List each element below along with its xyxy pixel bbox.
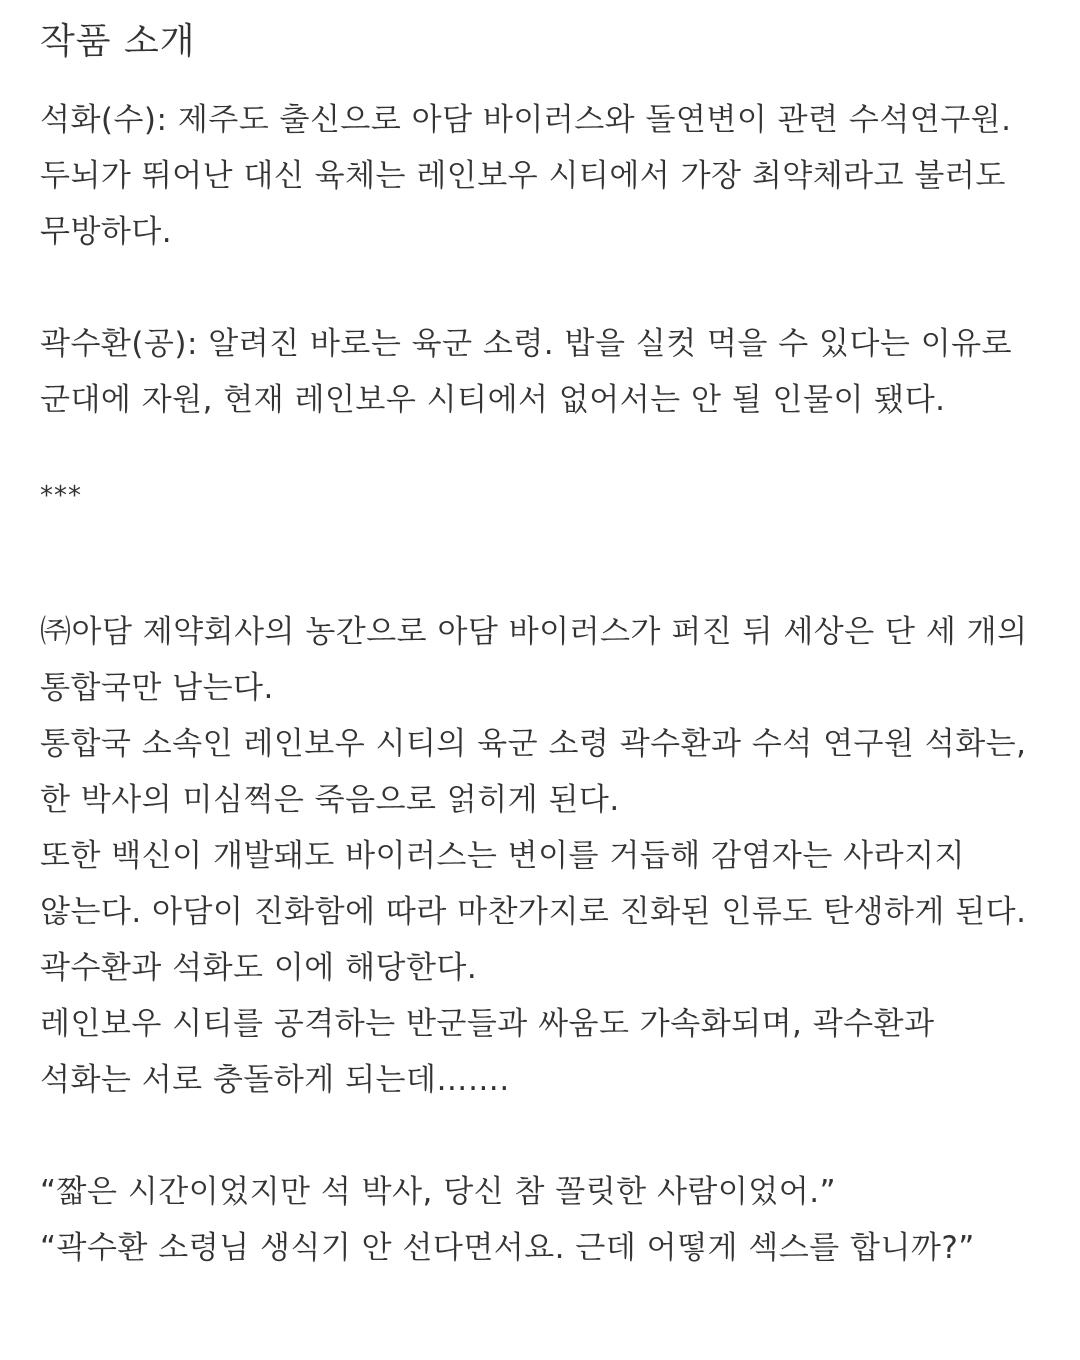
synopsis-line: 한 박사의 미심쩍은 죽음으로 얽히게 된다. <box>40 782 620 818</box>
spacer <box>40 428 1040 468</box>
spacer <box>40 1108 1040 1164</box>
character-line: 곽수환(공): 알려진 바로는 육군 소령. 밥을 실컷 먹을 수 있다는 이유로 <box>40 326 1013 362</box>
character-line: 두뇌가 뛰어난 대신 육체는 레인보우 시티에서 가장 최약체라고 불러도 <box>40 158 1006 194</box>
synopsis-line: 석화는 서로 충돌하게 되는데……. <box>40 1062 510 1098</box>
section-separator: *** <box>40 481 82 511</box>
section-title: 작품 소개 <box>40 21 196 62</box>
quotes <box>40 1164 1040 1276</box>
synopsis-line: 않는다. 아담이 진화함에 따라 마찬가지로 진화된 인류도 탄생하게 된다. <box>40 894 1027 930</box>
synopsis-line: 통합국만 남는다. <box>40 670 274 706</box>
synopsis-line: 레인보우 시티를 공격하는 반군들과 싸움도 가속화되며, 곽수환과 <box>40 1006 935 1042</box>
character-line: 군대에 자원, 현재 레인보우 시티에서 없어서는 안 될 인물이 됐다. <box>40 382 946 418</box>
character-seokhwa <box>40 92 1040 260</box>
synopsis-line: 또한 백신이 개발돼도 바이러스는 변이를 거듭해 감염자는 사라지지 <box>40 838 965 874</box>
character-line: 석화(수): 제주도 출신으로 아담 바이러스와 돌연변이 관련 수석연구원. <box>40 102 1012 138</box>
spacer <box>40 260 1040 316</box>
synopsis-line: 곽수환과 석화도 이에 해당한다. <box>40 950 478 986</box>
synopsis-line: 통합국 소속인 레인보우 시티의 육군 소령 곽수환과 수석 연구원 석화는, <box>40 726 1027 762</box>
synopsis <box>40 604 1040 1108</box>
quote-line: “짧은 시간이었지만 석 박사, 당신 참 꼴릿한 사람이었어.” <box>40 1174 837 1210</box>
spacer <box>40 524 1040 604</box>
character-line: 무방하다. <box>40 214 173 250</box>
character-kwak-suhwan <box>40 316 1040 428</box>
quote-line: “곽수환 소령님 생식기 안 선다면서요. 근데 어떻게 섹스를 합니까?” <box>40 1230 975 1266</box>
synopsis-line: ㈜아담 제약회사의 농간으로 아담 바이러스가 퍼진 뒤 세상은 단 세 개의 <box>40 614 1028 650</box>
